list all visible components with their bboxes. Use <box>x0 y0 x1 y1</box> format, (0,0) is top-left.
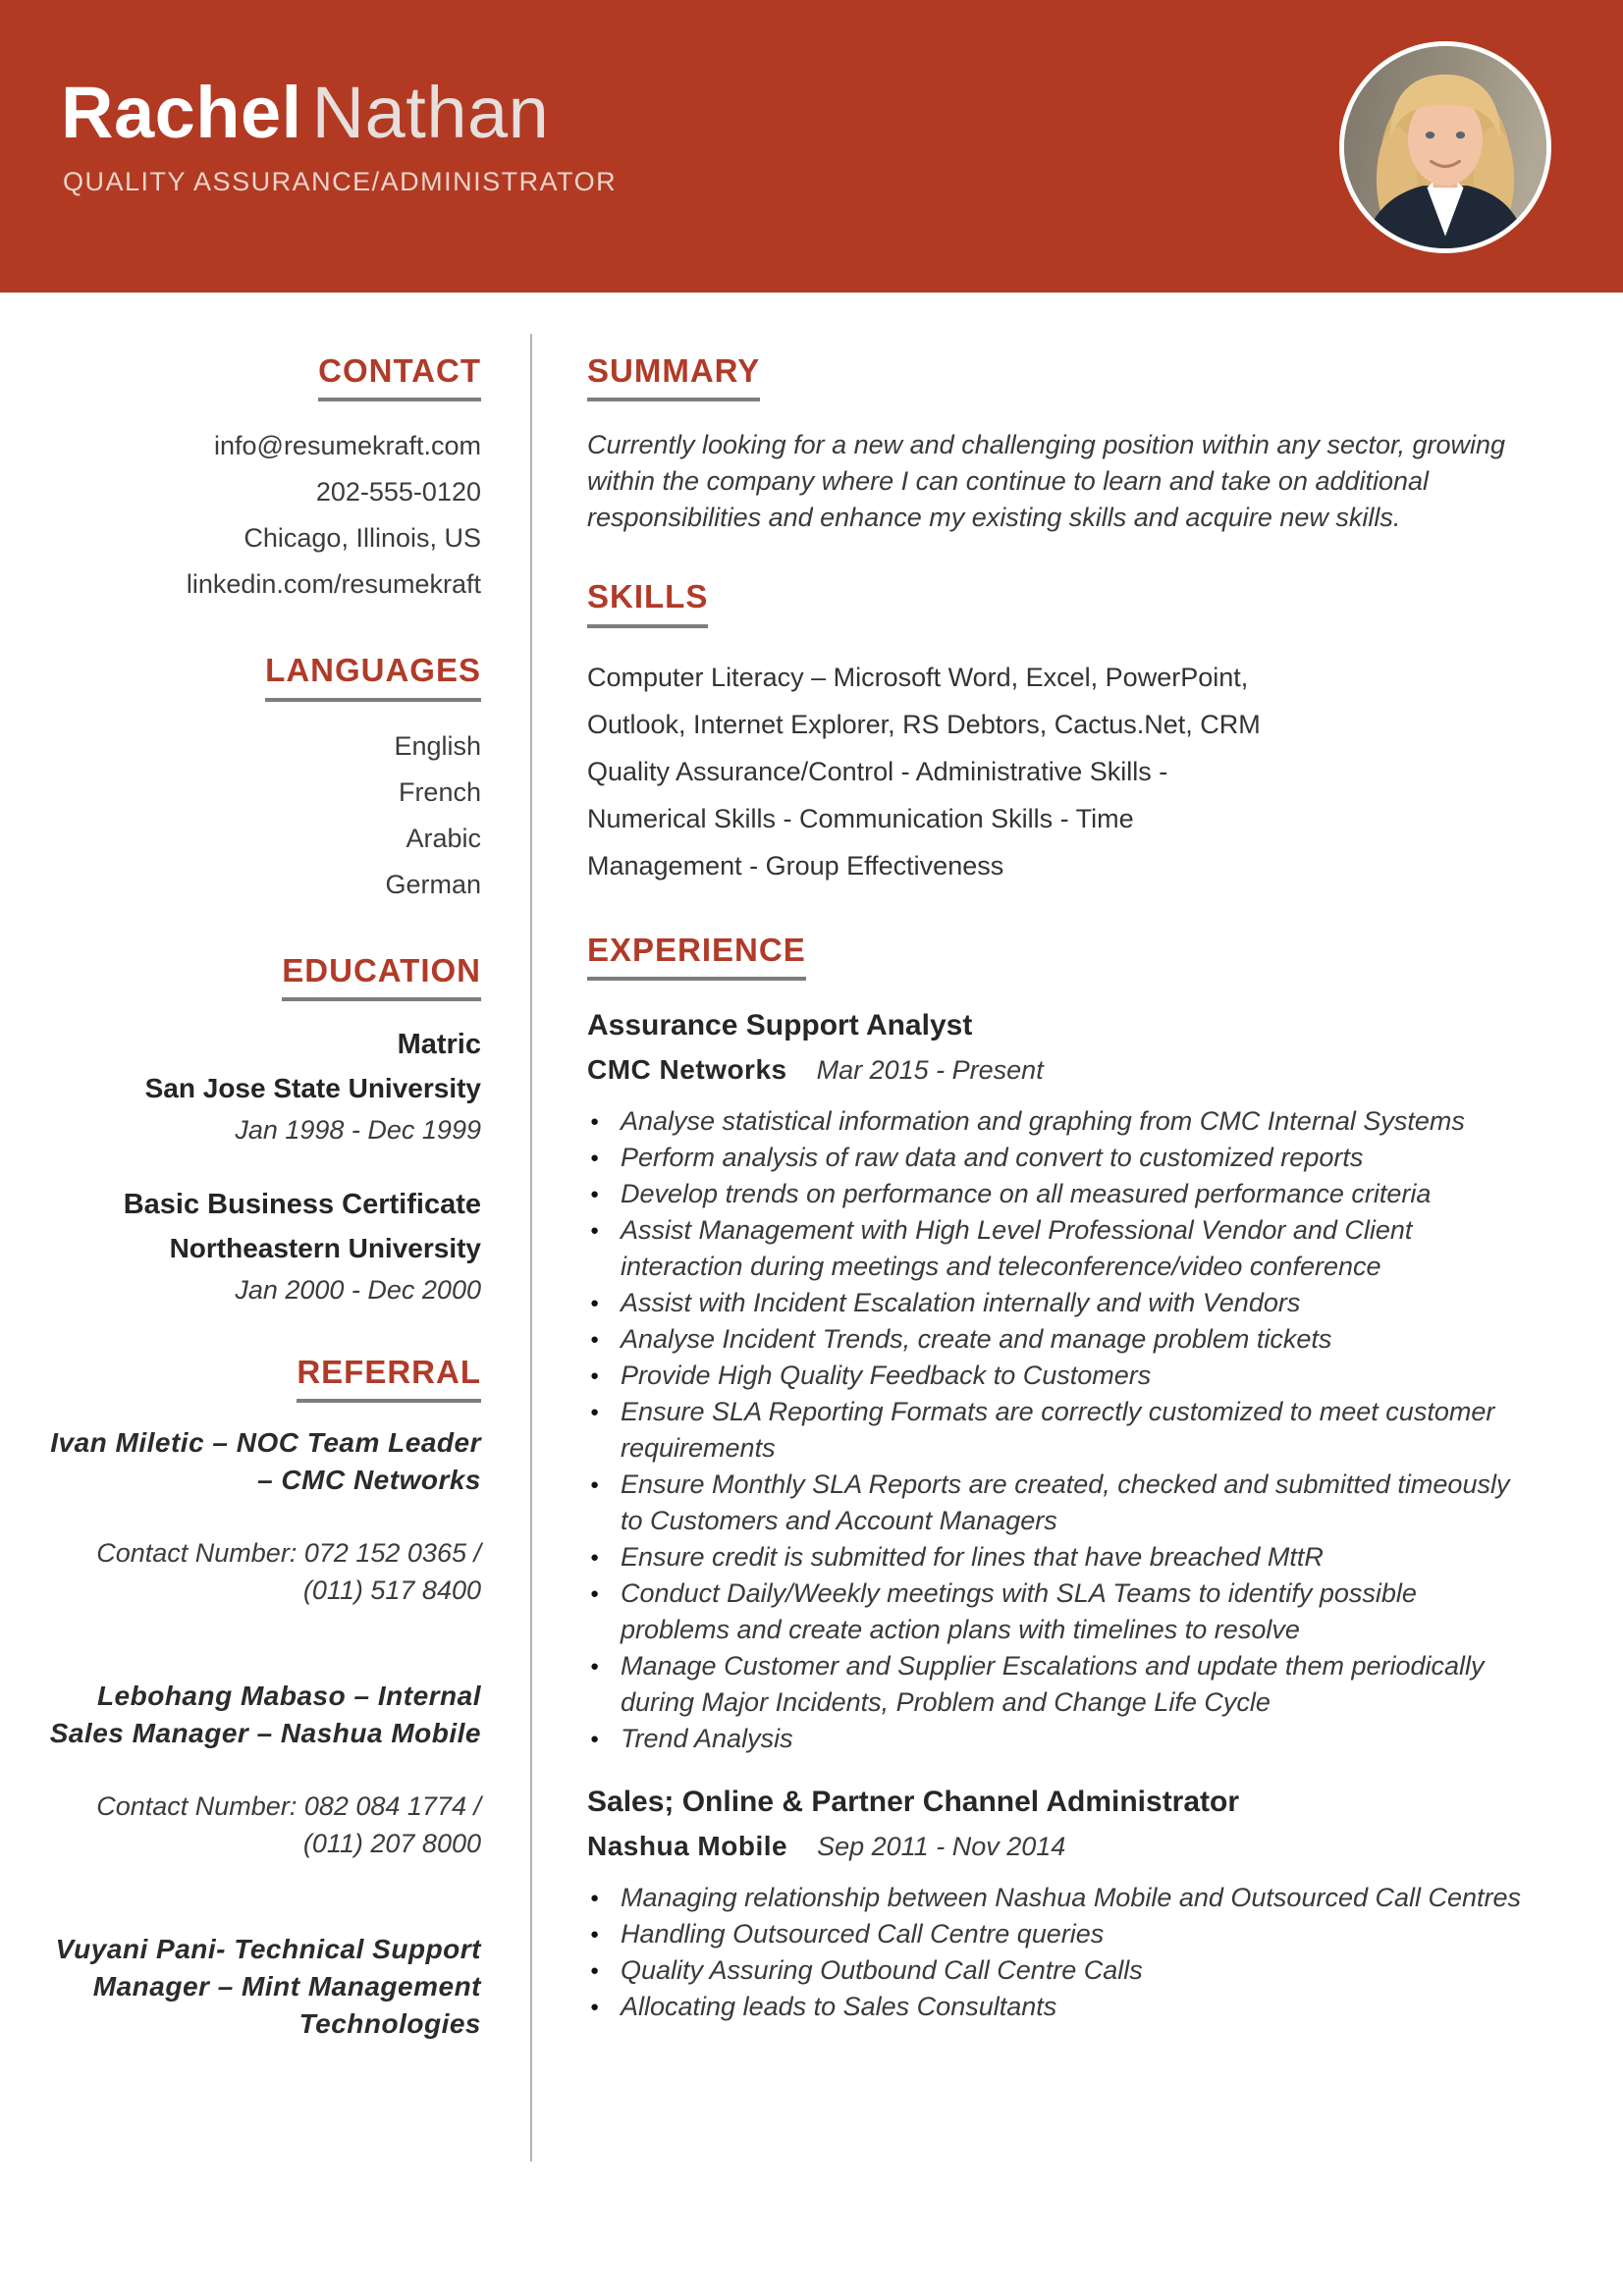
summary-section <box>587 353 1530 536</box>
languages-list <box>39 723 481 908</box>
job-bullet: ● Trend Analysis <box>587 1721 1530 1757</box>
job-title: Sales; Online & Partner Channel Administrator <box>587 1785 1240 1818</box>
job-bullet: ● Develop trends on performance on all measured performance criteria <box>587 1176 1530 1212</box>
experience-job <box>587 1783 1530 2025</box>
skills-heading: SKILLS <box>587 579 708 627</box>
job-bullet: ● Assist with Incident Escalation internally and with Vendors <box>587 1285 1530 1321</box>
contact-section <box>39 353 481 608</box>
job-bullet: ● Allocating leads to Sales Consultants <box>587 1989 1530 2025</box>
job-bullet: ● Ensure Monthly SLA Reports are created, checked and submitted timeously to Customers and Account Managers <box>587 1467 1530 1539</box>
main-content <box>587 293 1530 2068</box>
job-bullet: ● Analyse statistical information and graphing from CMC Internal Systems <box>587 1103 1530 1140</box>
education-dates: Jan 2000 - Dec 2000 <box>235 1274 481 1305</box>
job-bullet: ● Conduct Daily/Weekly meetings with SLA Teams to identify possible problems and create action plans with timelines to resolve <box>587 1575 1530 1648</box>
experience-heading: EXPERIENCE <box>587 933 806 981</box>
first-name: Rachel <box>61 72 302 153</box>
job-bullet: ● Analyse Incident Trends, create and manage problem tickets <box>587 1321 1530 1358</box>
education-section <box>39 953 481 1309</box>
job-bullet: ● Ensure SLA Reporting Formats are correctly customized to meet customer requirements <box>587 1394 1530 1467</box>
contact-heading: CONTACT <box>318 353 481 401</box>
languages-heading: LANGUAGES <box>265 653 481 701</box>
education-entry <box>39 1023 481 1149</box>
language-item: Arabic <box>406 823 481 853</box>
referral-name: Ivan Miletic – NOC Team Leader – CMC Networks <box>50 1427 481 1496</box>
contact-item: linkedin.com/resumekraft <box>186 569 481 600</box>
contact-item: 202-555-0120 <box>315 477 481 507</box>
language-item: German <box>385 869 481 899</box>
column-divider <box>530 334 532 2162</box>
education-degree: Basic Business Certificate <box>123 1188 481 1220</box>
experience-section <box>587 933 1530 2025</box>
summary-text: Currently looking for a new and challenging position within any sector, growing within the company where I can continue to learn and take on additional responsibilities and enhance my existing skills and acquire new skills. <box>587 430 1506 533</box>
referral-contact: Contact Number: 072 152 0365 / (011) 517 8400 <box>96 1538 481 1606</box>
skills-text: Computer Literacy – Microsoft Word, Excel, PowerPoint, Outlook, Internet Explorer, RS Debtors, Cactus.Net, CRM Quality Assurance/Control - Administrative Skills - Numerical Skills - Communication Skills - Time Management - Group Effectiveness <box>587 662 1261 881</box>
language-item: English <box>394 730 481 761</box>
job-company: Nashua Mobile <box>587 1830 788 1861</box>
education-dates: Jan 1998 - Dec 1999 <box>235 1114 481 1145</box>
header-banner <box>0 0 1623 293</box>
referral-contact: Contact Number: 082 084 1774 / (011) 207 8000 <box>96 1791 481 1859</box>
education-school: Northeastern University <box>169 1232 481 1263</box>
job-bullet: ● Ensure credit is submitted for lines that have breached MttR <box>587 1539 1530 1575</box>
education-degree: Matric <box>397 1028 481 1060</box>
job-dates: Mar 2015 - Present <box>816 1054 1044 1085</box>
job-company-line <box>587 1049 1530 1095</box>
sidebar <box>39 293 481 2088</box>
job-bullet-list <box>587 1880 1530 2025</box>
job-bullet: ● Provide High Quality Feedback to Customers <box>587 1358 1530 1394</box>
job-title: Assurance Support Analyst <box>587 1008 973 1041</box>
education-school: San Jose State University <box>144 1072 481 1103</box>
languages-section <box>39 653 481 907</box>
referral-heading: REFERRAL <box>297 1355 481 1403</box>
job-bullet: ● Handling Outsourced Call Centre queries <box>587 1916 1530 1952</box>
contact-list <box>39 423 481 608</box>
referral-entry <box>39 1931 481 2043</box>
job-dates: Sep 2011 - Nov 2014 <box>817 1831 1066 1861</box>
contact-item: Chicago, Illinois, US <box>243 523 481 554</box>
referral-name: Lebohang Mabaso – Internal Sales Manager – Nashua Mobile <box>49 1681 481 1749</box>
job-bullet: ● Managing relationship between Nashua Mobile and Outsourced Call Centres <box>587 1880 1530 1916</box>
summary-heading: SUMMARY <box>587 353 760 401</box>
job-bullet: ● Perform analysis of raw data and convert to customized reports <box>587 1140 1530 1176</box>
candidate-job-title: QUALITY ASSURANCE/ADMINISTRATOR <box>63 166 618 196</box>
skills-section <box>587 579 1530 888</box>
referral-entry <box>39 1678 481 1862</box>
job-bullet: ● Assist Management with High Level Professional Vendor and Client interaction during meetings and teleconference/video conference <box>587 1212 1530 1285</box>
experience-job <box>587 1006 1530 1757</box>
education-entry <box>39 1183 481 1309</box>
contact-item: info@resumekraft.com <box>214 431 481 461</box>
referral-section <box>39 1355 481 2043</box>
language-item: French <box>398 776 481 807</box>
referral-entry <box>39 1424 481 1609</box>
job-bullet: ● Manage Customer and Supplier Escalations and update them periodically during Major Incidents, Problem and Change Life Cycle <box>587 1648 1530 1721</box>
last-name: Nathan <box>311 72 550 153</box>
job-bullet-list <box>587 1103 1530 1757</box>
profile-photo-graphic <box>1344 46 1546 248</box>
profile-photo <box>1339 41 1551 253</box>
job-company: CMC Networks <box>587 1053 787 1085</box>
referral-name: Vuyani Pani- Technical Support Manager – Mint Management Technologies <box>55 1934 481 2040</box>
education-heading: EDUCATION <box>282 953 481 1001</box>
job-bullet: ● Quality Assuring Outbound Call Centre Calls <box>587 1952 1530 1989</box>
job-company-line <box>587 1826 1530 1872</box>
